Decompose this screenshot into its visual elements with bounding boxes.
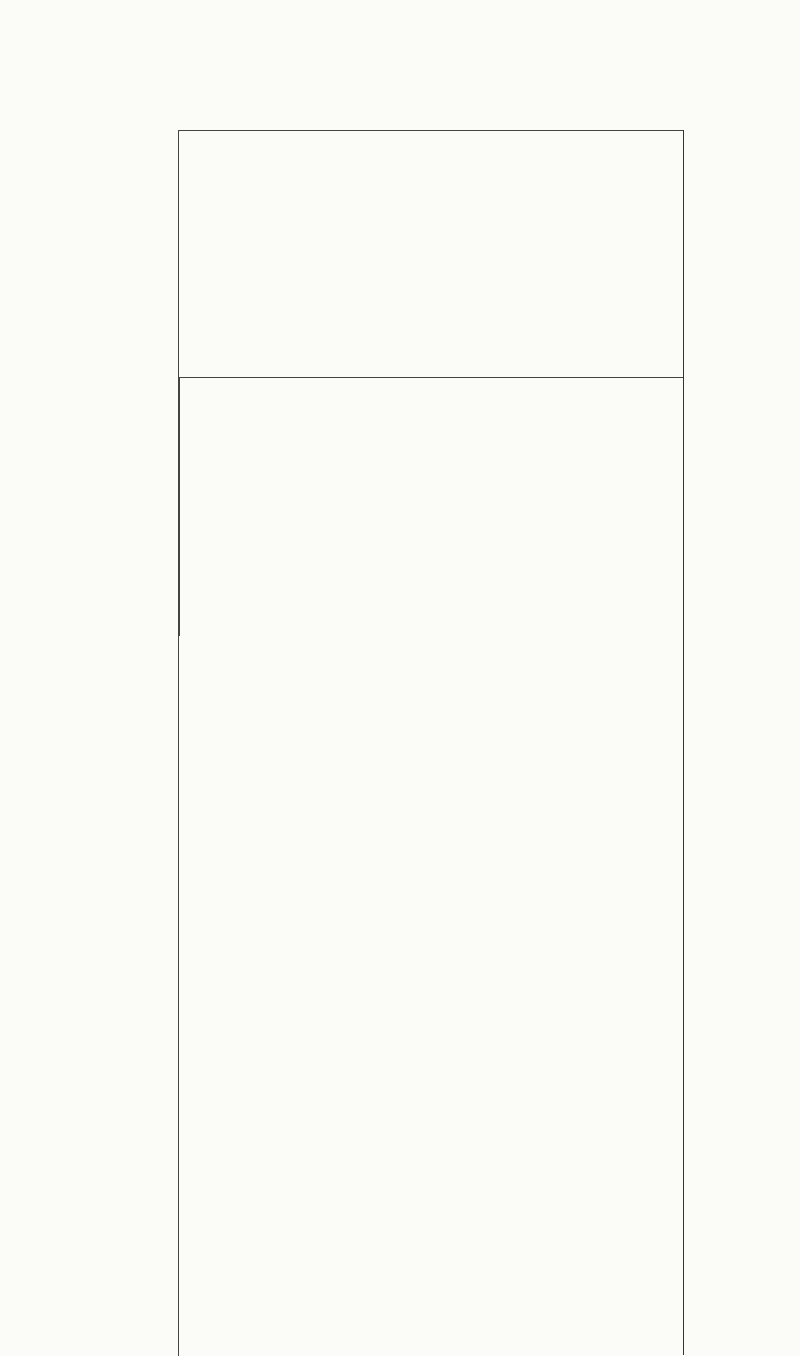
region-label xyxy=(652,378,670,636)
region-label xyxy=(490,378,508,636)
disease-heading xyxy=(346,378,364,636)
table-grid xyxy=(179,0,684,636)
region-label xyxy=(274,378,292,636)
region-label xyxy=(328,378,346,636)
disease-heading xyxy=(454,378,472,636)
table-title-block xyxy=(91,105,99,1305)
row-labels xyxy=(180,378,724,636)
region-label xyxy=(544,378,562,636)
disease-heading xyxy=(616,378,634,636)
region-label xyxy=(688,378,706,636)
region-label xyxy=(436,378,454,636)
region-label xyxy=(706,378,724,636)
region-label xyxy=(382,378,400,636)
disease-heading xyxy=(562,378,580,636)
region-label xyxy=(220,378,238,636)
statistics-table xyxy=(178,130,684,1356)
row-label-column xyxy=(179,377,684,636)
region-label xyxy=(598,378,616,636)
table-right-rule xyxy=(683,130,684,1355)
disease-heading xyxy=(184,378,202,636)
disease-heading xyxy=(670,378,688,636)
disease-heading xyxy=(508,378,526,636)
region-label xyxy=(364,378,382,636)
region-label xyxy=(472,378,490,636)
region-label xyxy=(202,378,220,636)
region-label xyxy=(526,378,544,636)
disease-heading xyxy=(238,378,256,636)
region-label xyxy=(580,378,598,636)
disease-heading xyxy=(400,378,418,636)
region-label xyxy=(256,378,274,636)
region-label xyxy=(634,378,652,636)
disease-heading xyxy=(292,378,310,636)
region-label xyxy=(310,378,328,636)
region-label xyxy=(418,378,436,636)
